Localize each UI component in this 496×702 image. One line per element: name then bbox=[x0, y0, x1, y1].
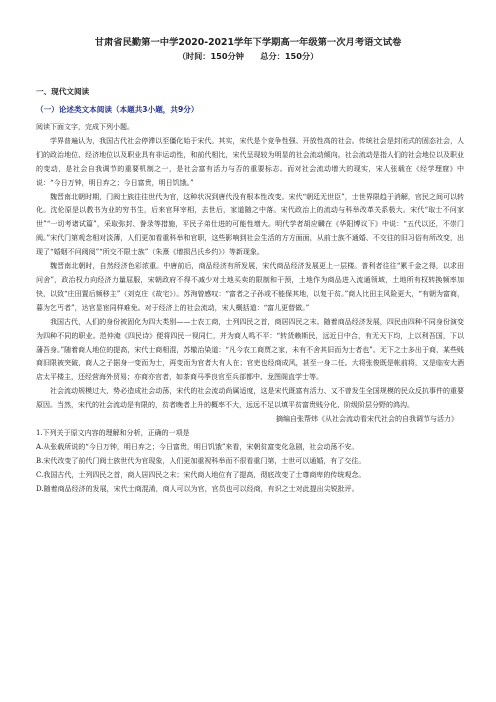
exam-subtitle: （时间：150分钟 总分：150分） bbox=[177, 51, 319, 61]
option-a: A.从张载所说的“今日万钟，明日弃之；今日富贵，明日饥饿”来看，宋朝贫富变化急剧，社会动荡不安。 bbox=[36, 442, 359, 451]
question-stem: 1.下列关于原文内容的理解和分析，正确的一项是 bbox=[36, 428, 190, 437]
passage-paragraph-1: 学界普遍认为，我国古代社会停滞以至僵化始于宋代。其实，宋代是个竞争性强、开放性高的社会。传统社会是封闭式的固态社会，人们的政治地位、经济地位以及职业具有非运动性，和前代相比，宋代呈现较为明显的社会流动倾向。社会流动是指人们的社会地位以及职业的变动，是社会自我调节的重要机制之一，是社会富有活力与否的重要标志。而对社会流动增大的现实，宋人张载在《经学理窟》中说：“今日万钟，明日弃之；今日富贵，明日饥饿。” bbox=[36, 136, 464, 187]
option-c: C.我国古代，士列四民之首，商人居四民之末；宋代商人地位有了提高，彻底改变了士尊商卑的传统观念。 bbox=[36, 470, 366, 479]
instruction: 阅读下面文字，完成下列小题。 bbox=[36, 123, 134, 131]
passage-paragraph-5: 社会流动规模过大，势必造成社会动荡，宋代的社会流动尚属适度，这是宋代既富有活力、又不曾发生全国规模的民众反抗事件的重要原因。当然，宋代的社会流动是有限的，贫者晚者上升的概率不大，远远不足以填平贫富贵贱分化、阶级阶层分野的鸿沟。 bbox=[36, 387, 464, 410]
passage-paragraph-4: 我国古代，人们的身份被固化为四大类别——士农工商，士列四民之首，商居四民之末。随着商品经济发展，四民由四种不同身份演变为四种不同的职业。范仲淹《四民诗》便将四民一视同仁，并为商人鸣不平：“转货赖斯民，远近日中合，有无天下均，上以利吾国，下以藩吾身。”随着商人地位的提高，宋代士商相混，苏辙治染道：“凡今农工商贾之家，未有不舍其旧而为士者也”。无下之士多出于商，某些贱商旧限被突破，商人之子据身一变而为士，再变而为官者大有人在；官吏也经商成风，甚至一身二任。大将张俊既是帐前将，又是临安大酒店太平楼主，还经营海外贸易；亦商亦官者，如茶商马季良官至兵部都中、龙图阁直学士等。 bbox=[36, 317, 464, 382]
passage-source: 摘编自张帮炜《从社会流动看宋代社会的自我调节与活力》 bbox=[276, 415, 458, 424]
section-heading: 一、现代文阅读 bbox=[36, 87, 90, 96]
option-b: B.宋代改变了前代门阀士族世代为官现象，人们更加重视科举而不很看重门第，士世可以通婚，有了交往。 bbox=[36, 456, 366, 465]
passage-paragraph-2: 魏晋南北朝时期，门阀士族往往世代为官，这种状况到唐代没有根本性改变。宋代“朝廷无世臣”，士世界限趋于消解，官民之间可以转化。沈伦原是以教书为业的穷书生，后来官拜宰相，去世后，家道随之中落。宋代政治上的流动与科举改革关系极大。宋代“取士不问家世”“一切考诸试篇”，采取弥封、誊录等措施，平民子弟仕进的可能性增大。明代学者胡应麟在《华阳博议下》中说：“五代以还，不崇门阀。”宋代门第观念相对淡薄，人们更加看重科举和官职，这些影响到社会生活的方方面面，从前士族不通婚、不交往的旧习俗有所改变，出现了“婚姻不问阀阅”“所交不限士族”（朱熹《增损吕氏乡约》）等新现象。 bbox=[36, 192, 464, 257]
exam-title: 甘肃省民勤第一中学2020-2021学年下学期高一年级第一次月考语文试卷 bbox=[94, 37, 402, 48]
passage-body bbox=[36, 121, 464, 496]
passage-paragraph-3: 魏晋南北朝时，自然经济色彩浓重。中唐前后，商品经济有所发展，宋代商品经济发展更上一层楼。普利者往往“累千金之得，以求田问舍”，政治权力向经济力量屈服，宋朝政府不得不减少对土地买卖的限制和干预，土地作为商品进入流通领域，土地所有权转换频率加快，以致“庄田置后频移主”（刘克庄《故宅》）。苏洵曾感叹：“富者之子孙或不能保其地，以复于贫。”商人比田主风险更大，“有朝为富商，暮为乞丐者”，达官显宦同样难免。对于经济上的社会流动，宋人概括道：“富儿更替做。” bbox=[36, 262, 464, 312]
section-subheading: （一）论述类文本阅读（本题共3小题，共9分） bbox=[36, 105, 199, 114]
option-d: D.随着商品经济的发展，宋代士商混淆，商人可以为官，官员也可以经商，有识之士对此提出尖锐批评。 bbox=[36, 484, 359, 493]
